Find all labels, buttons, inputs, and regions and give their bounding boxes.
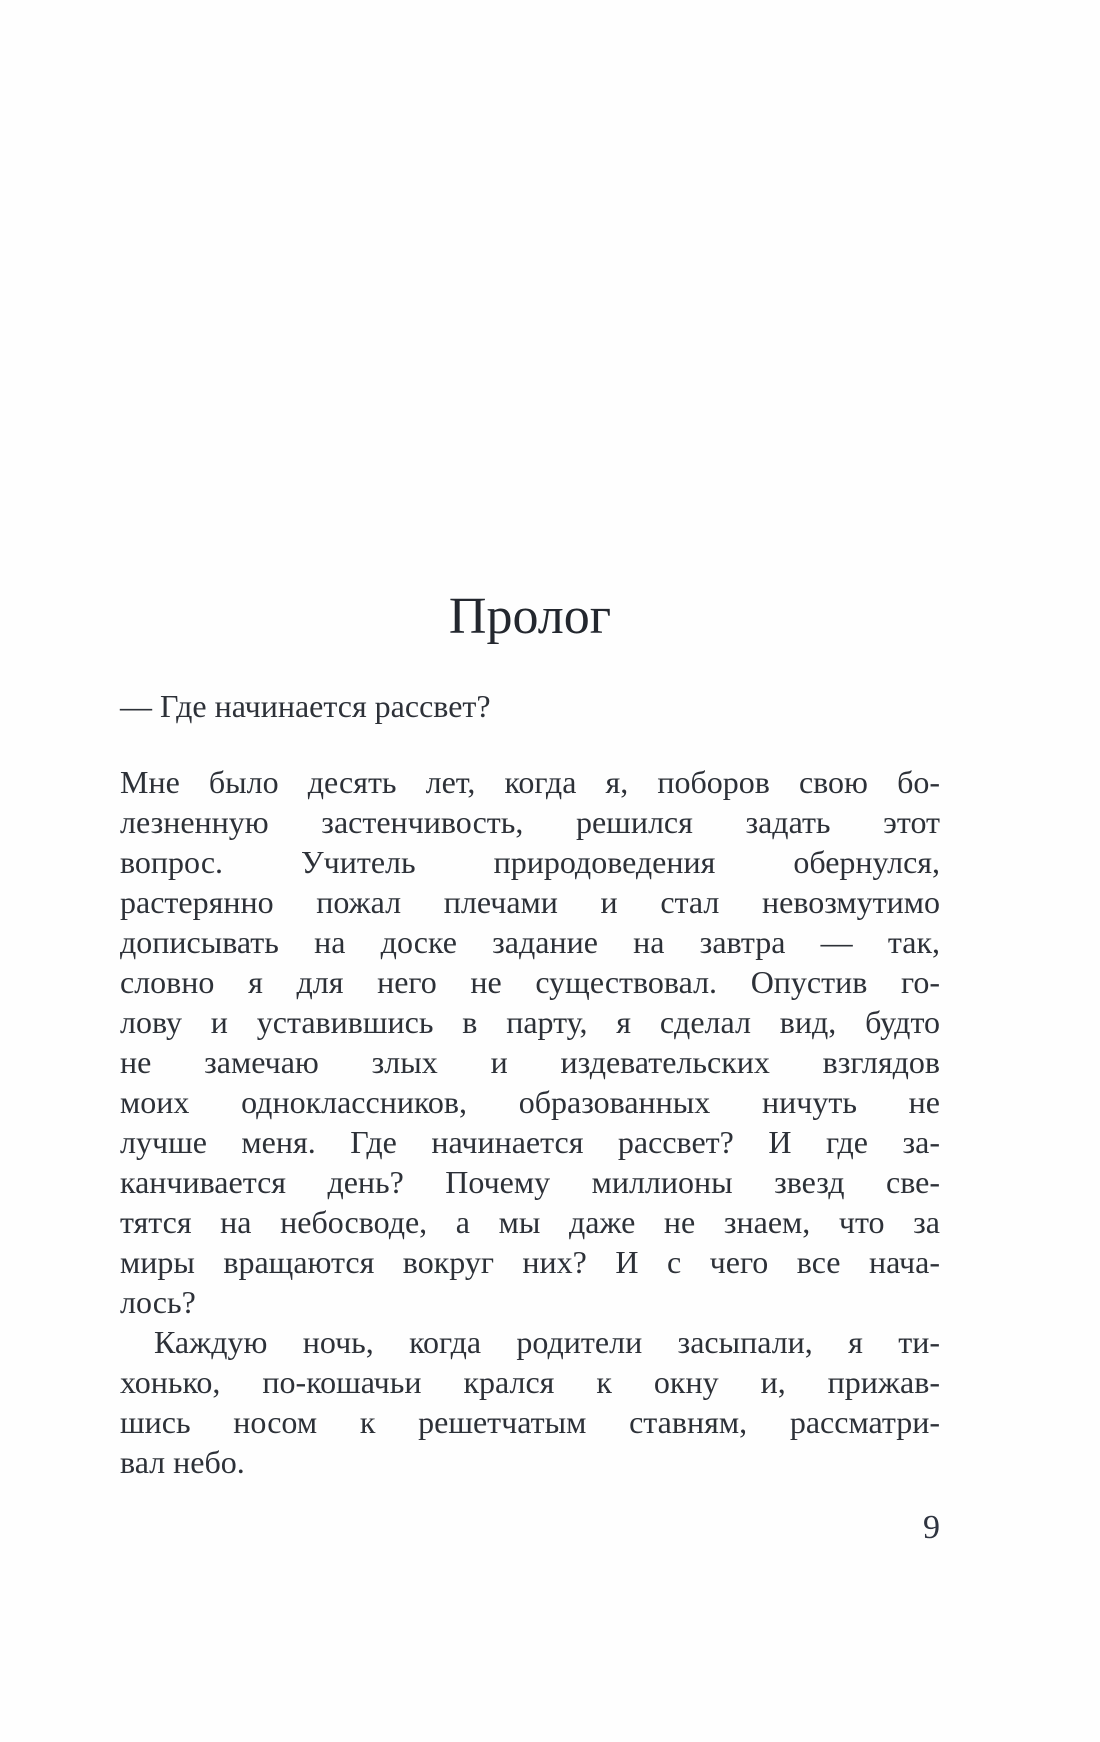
text-line: лову и уставившись в парту, я сделал вид, будто — [120, 1004, 940, 1040]
text-line: канчивается день? Почему миллионы звезд све- — [120, 1164, 940, 1200]
text-line: дописывать на доске задание на завтра — так, — [120, 924, 940, 960]
text-line: миры вращаются вокруг них? И с чего все нача- — [120, 1244, 940, 1280]
body-text — [120, 762, 940, 1482]
text-line: лучше меня. Где начинается рассвет? И где за- — [120, 1124, 940, 1160]
chapter-title: Пролог — [448, 588, 612, 645]
text-line: вал небо. — [120, 1444, 245, 1480]
text-line: тятся на небосводе, а мы даже не знаем, что за — [120, 1204, 940, 1240]
text-line: хонько, по-кошачьи крался к окну и, прижав- — [120, 1364, 940, 1400]
text-line: вопрос. Учитель природоведения обернулся, — [120, 844, 940, 880]
text-line: моих одноклассников, образованных ничуть не — [120, 1084, 940, 1120]
text-line: лезненную застенчивость, решился задать этот — [120, 804, 940, 840]
text-line: не замечаю злых и издевательских взглядов — [120, 1044, 940, 1080]
text-line: Каждую ночь, когда родители засыпали, я ти- — [154, 1324, 940, 1360]
text-line: словно я для него не существовал. Опустив го- — [120, 964, 940, 1000]
text-line: растерянно пожал плечами и стал невозмутимо — [120, 884, 940, 920]
text-line: лось? — [120, 1284, 196, 1320]
dialogue-line: — Где начинается рассвет? — [120, 688, 491, 724]
text-line: шись носом к решетчатым ставням, рассматри- — [120, 1404, 940, 1440]
page-number: 9 — [923, 1509, 940, 1546]
text-line: Мне было десять лет, когда я, поборов свою бо- — [120, 764, 940, 800]
